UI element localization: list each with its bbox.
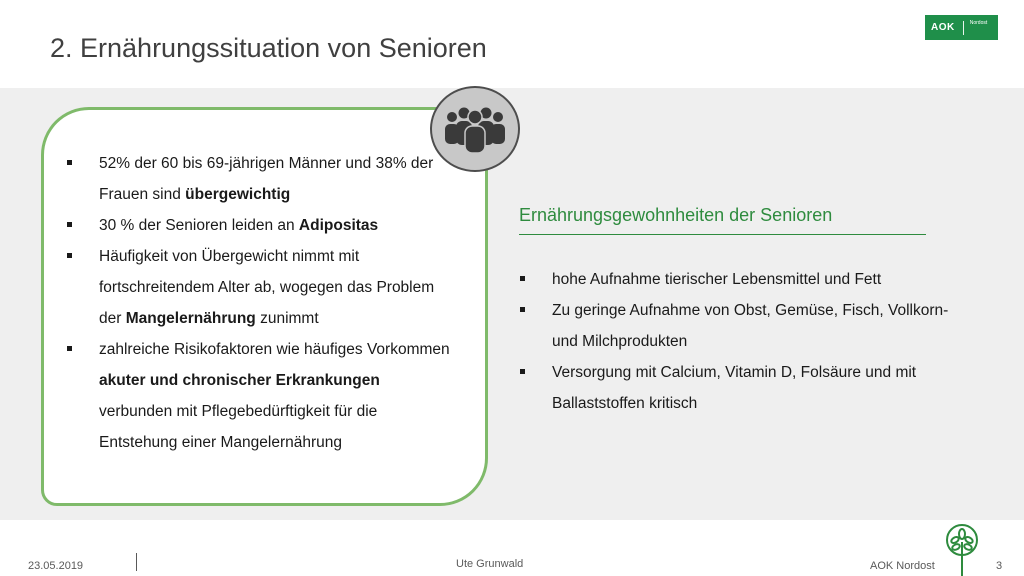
bullet-text: Zu geringe Aufnahme von Obst, Gemüse, Fisch, Vollkorn- und Milchprodukten [552,302,949,350]
bullet-text: Versorgung mit Calcium, Vitamin D, Folsäure und mit Ballaststoffen kritisch [552,364,917,412]
emphasis-text: akuter und chronischer Erkrankungen [99,372,380,389]
list-item [65,334,455,458]
bullet-marker [67,222,72,227]
list-item [65,210,455,241]
footer-author: Ute Grunwald [456,558,524,570]
bullet-marker [67,253,72,258]
emphasis-text: übergewichtig [185,186,291,203]
bullet-marker [520,369,525,374]
right-section-heading: Ernährungsgewohnheiten der Senioren [519,205,833,225]
tree-icon [944,524,980,576]
footer-brand: AOK Nordost [870,560,935,572]
heading-underline [519,234,926,235]
logo-mark: AOK [931,22,955,33]
bullet-text: verbunden mit Pflegebedürftigkeit für die Entstehung einer Mangelernährung [99,403,378,451]
list-item [65,241,455,334]
logo-separator [963,21,964,35]
bullet-text: hohe Aufnahme tierischer Lebensmittel und Fett [552,271,882,288]
bullet-text: 30 % der Senioren leiden an [99,217,299,234]
bullet-marker [520,307,525,312]
right-bullet-list [518,264,968,419]
bullet-text: Häufigkeit von Übergewicht nimmt mit fortschreitendem Alter ab, wogegen das Problem der [99,248,435,327]
logo-region: Nordost [969,19,988,26]
page-number: 3 [996,560,1003,572]
slide-title: 2. Ernährungssituation von Senioren [50,33,487,63]
footer-date: 23.05.2019 [28,560,84,572]
list-item [518,357,968,419]
emphasis-text: Adipositas [298,217,379,234]
list-item [518,264,968,295]
bullet-text: 52% der 60 bis 69-jährigen Männer und 38% der Frauen sind [99,155,434,203]
emphasis-text: Mangelernährung [125,310,256,327]
list-item [65,148,455,210]
list-item [518,295,968,357]
bullet-marker [520,276,525,281]
bullet-marker [67,346,72,351]
bullet-marker [67,160,72,165]
aok-logo [925,15,998,40]
footer-divider [136,553,137,571]
bullet-text: zahlreiche Risikofaktoren wie häufiges Vorkommen [99,341,450,358]
left-bullet-list [65,148,455,458]
bullet-text: zunimmt [255,310,319,327]
